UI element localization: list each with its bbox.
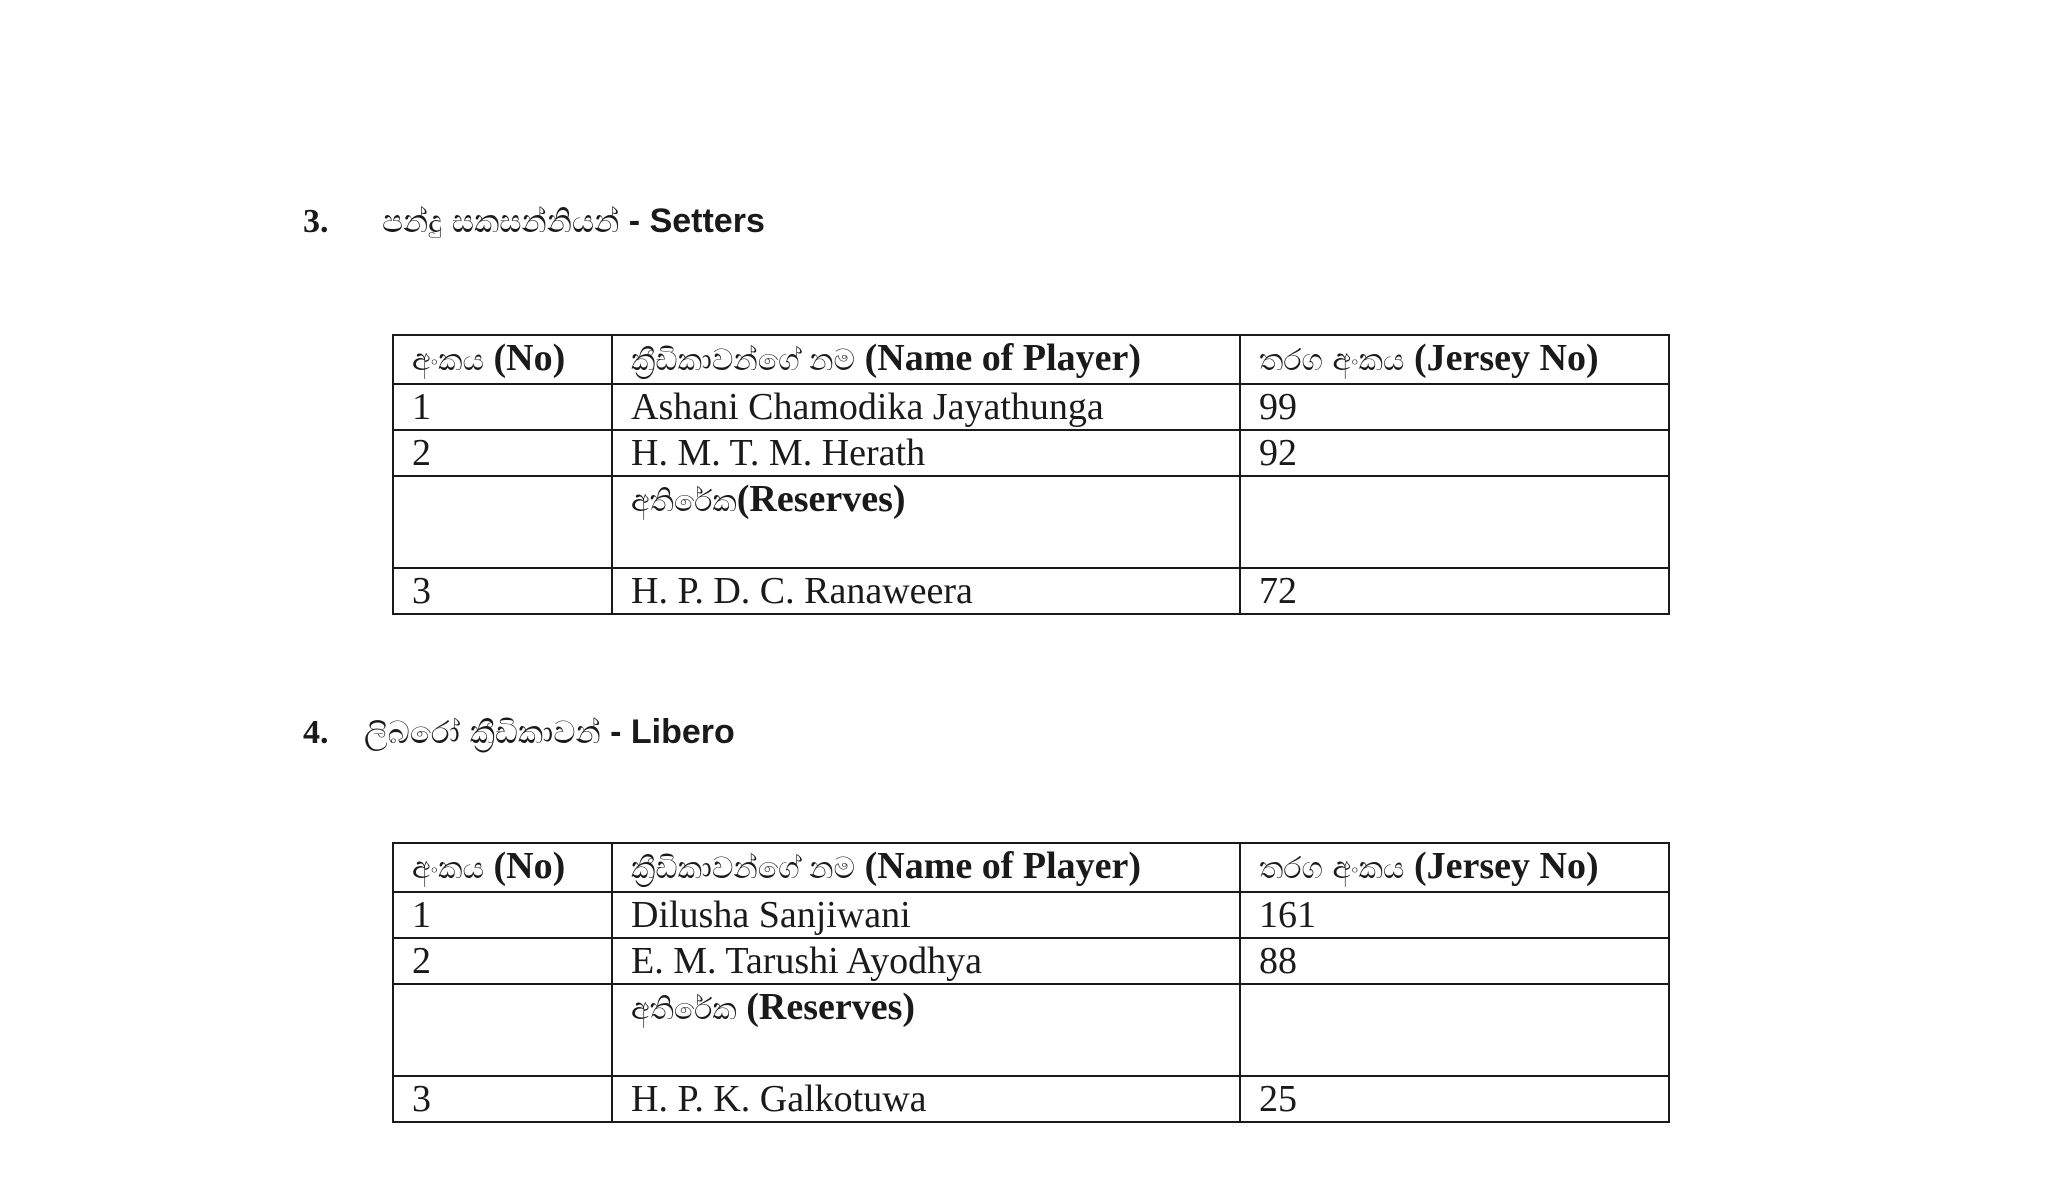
cell-player-name: H. P. K. Galkotuwa [612,1076,1240,1122]
column-header-jersey [1240,335,1669,384]
cell-player-name: Dilusha Sanjiwani [612,892,1240,938]
cell-no: 2 [393,938,612,984]
cell-no: 1 [393,892,612,938]
section-heading-setters [303,201,765,242]
reserves-label-sinhala: අතිරේක [631,484,737,519]
reserves-label-sinhala: අතිරේක [631,992,737,1027]
reserves-row [393,984,1669,1076]
table-row [393,892,1669,938]
table-row [393,938,1669,984]
header-english: (No) [493,337,566,379]
section-number: 4. [303,714,329,751]
reserves-row [393,476,1669,568]
header-sinhala: තරග අංකය [1259,851,1405,886]
libero-table [392,842,1670,1123]
reserves-label-english: (Reserves) [746,986,916,1028]
column-header-name [612,843,1240,892]
cell-no: 3 [393,568,612,614]
section-title-english: - Libero [610,713,735,751]
cell-jersey-no: 72 [1240,568,1669,614]
section-title-sinhala: පන්දු සකසන්නියන් [382,204,620,240]
table-header-row [393,335,1669,384]
header-sinhala: ක්‍රීඩිකාවන්ගේ නම [631,851,856,886]
header-sinhala: අංකය [412,343,485,378]
header-sinhala: අංකය [412,851,485,886]
cell-empty [393,984,612,1076]
reserves-label [612,984,1240,1076]
cell-empty [1240,984,1669,1076]
cell-player-name: H. M. T. M. Herath [612,430,1240,476]
header-english: (Name of Player) [864,845,1142,887]
table-header-row [393,843,1669,892]
header-english: (Jersey No) [1414,337,1599,379]
header-english: (Name of Player) [864,337,1142,379]
cell-no: 1 [393,384,612,430]
section-title-english: - Setters [628,202,765,240]
cell-no: 3 [393,1076,612,1122]
cell-player-name: E. M. Tarushi Ayodhya [612,938,1240,984]
header-sinhala: තරග අංකය [1259,343,1405,378]
cell-jersey-no: 99 [1240,384,1669,430]
cell-no: 2 [393,430,612,476]
reserves-label-english: (Reserves) [736,478,906,520]
column-header-name [612,335,1240,384]
header-english: (Jersey No) [1414,845,1599,887]
section-title-sinhala: ලිබරෝ ක්‍රීඩිකාවන් [364,715,601,751]
setters-table [392,334,1670,615]
column-header-no [393,843,612,892]
table-row [393,1076,1669,1122]
cell-jersey-no: 92 [1240,430,1669,476]
cell-jersey-no: 88 [1240,938,1669,984]
table-row [393,568,1669,614]
cell-jersey-no: 161 [1240,892,1669,938]
reserves-label [612,476,1240,568]
column-header-no [393,335,612,384]
header-sinhala: ක්‍රීඩිකාවන්ගේ නම [631,343,856,378]
cell-player-name: Ashani Chamodika Jayathunga [612,384,1240,430]
header-english: (No) [493,845,566,887]
cell-empty [393,476,612,568]
section-heading-libero [303,712,735,753]
cell-empty [1240,476,1669,568]
cell-player-name: H. P. D. C. Ranaweera [612,568,1240,614]
column-header-jersey [1240,843,1669,892]
table-row [393,430,1669,476]
table-row [393,384,1669,430]
section-number: 3. [303,203,329,240]
cell-jersey-no: 25 [1240,1076,1669,1122]
